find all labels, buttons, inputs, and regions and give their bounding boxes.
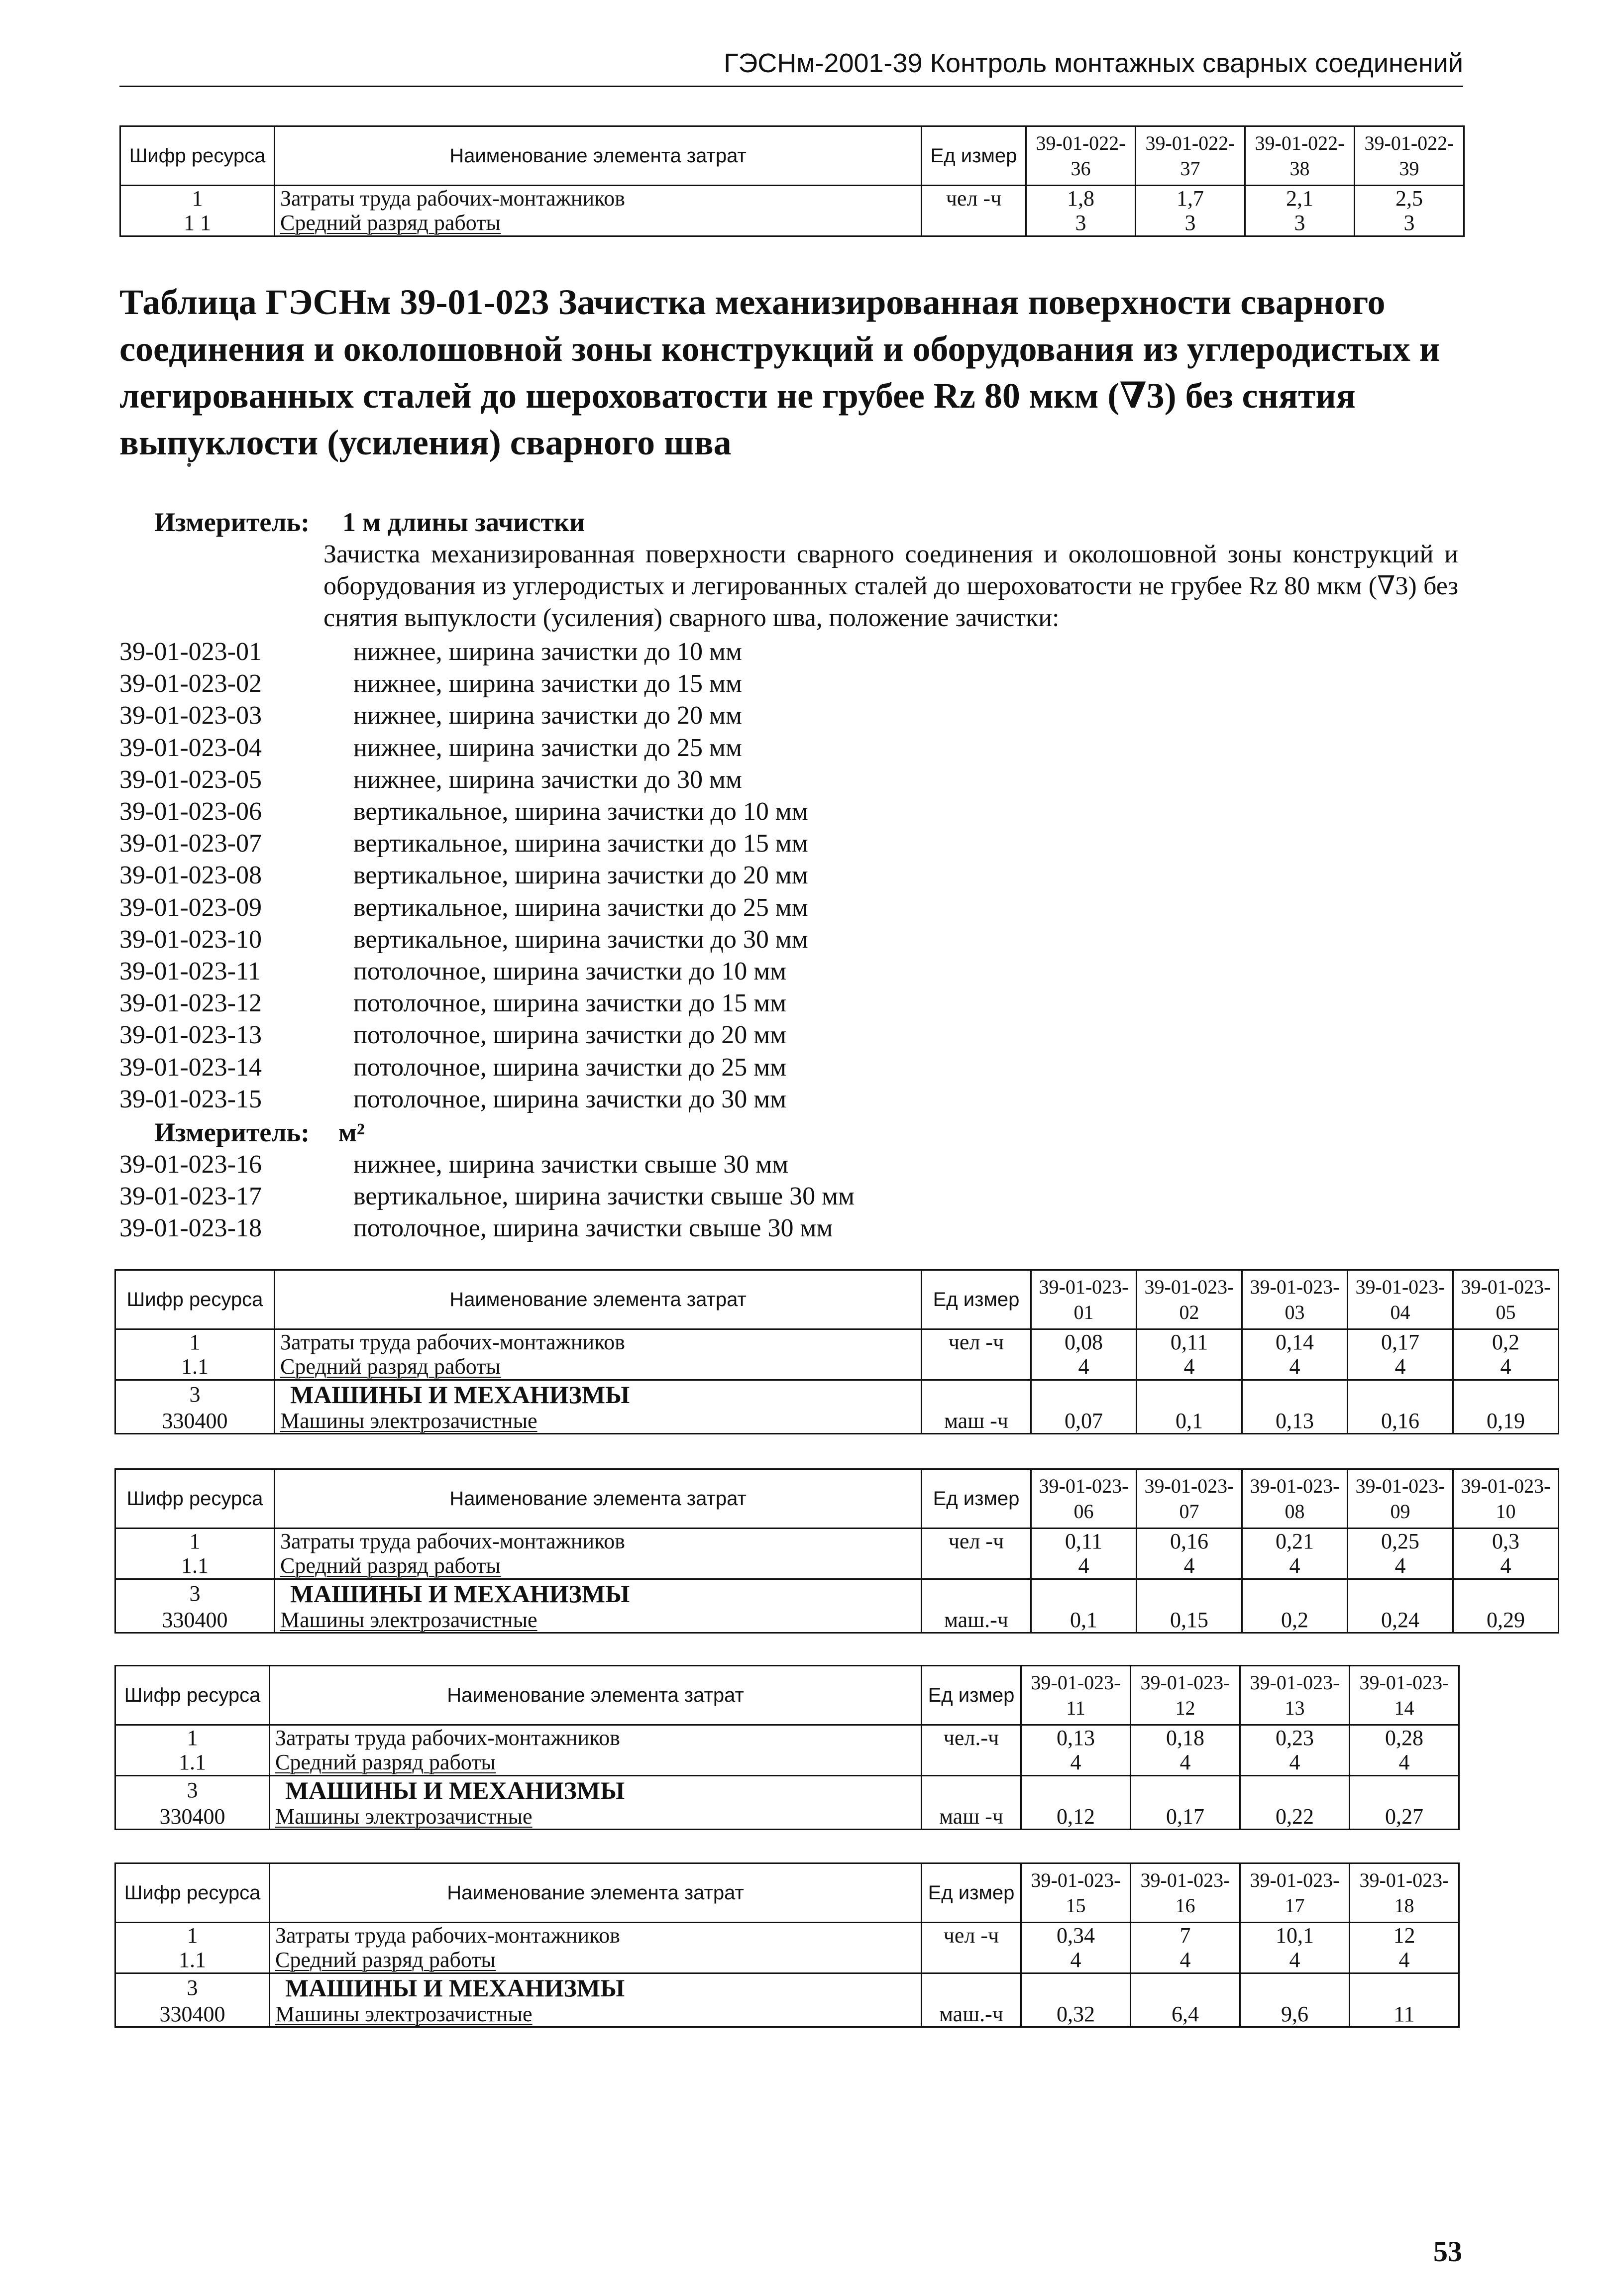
resource-unit xyxy=(922,1775,1021,1804)
col-header-name: Наименование элемента затрат xyxy=(275,1469,922,1529)
col-header-norm: 39-01-023-09 xyxy=(1348,1469,1453,1529)
norm-value: 0,34 xyxy=(1021,1923,1131,1948)
norm-value xyxy=(1021,1973,1131,2002)
norm-text: вертикальное, ширина зачистки до 25 мм xyxy=(353,893,808,922)
col-header-code: Шифр ресурса xyxy=(115,1863,270,1923)
resource-code: 1 xyxy=(120,186,275,211)
col-header-norm: 39-01-023-18 xyxy=(1350,1863,1459,1923)
resource-section-name: МАШИНЫ И МЕХАНИЗМЫ xyxy=(270,1973,922,2002)
norm-text: потолочное, ширина зачистки до 25 мм xyxy=(353,1053,787,1082)
resource-code: 1.1 xyxy=(115,1553,275,1579)
list-item xyxy=(119,1052,808,1084)
top-resource-table xyxy=(119,125,1465,237)
norm-value xyxy=(1031,1579,1137,1608)
norm-value: 4 xyxy=(1350,1750,1459,1775)
list-item xyxy=(119,892,808,924)
resource-unit: чел -ч xyxy=(922,1329,1031,1355)
norm-value: 0,23 xyxy=(1240,1725,1350,1750)
resource-name-text: Средний разряд работы xyxy=(280,1553,501,1578)
norm-text: потолочное, ширина зачистки до 30 мм xyxy=(353,1085,787,1113)
section-title-body: Зачистка механизированная поверхности сварного соединения и околошовной зоны конструкций и оборудования из углеродистых и легированных сталей до шероховатости не грубее Rz 80 мкм (∇3) без снятия выпуклости (усиления) сварного шва xyxy=(119,282,1440,462)
resource-unit xyxy=(922,1948,1021,1973)
resource-name-text: Машины электрозачистные xyxy=(280,1408,537,1433)
resource-unit: чел -ч xyxy=(922,1529,1031,1554)
norm-value: 0,29 xyxy=(1453,1608,1559,1633)
resource-name xyxy=(275,1608,922,1633)
resource-table xyxy=(114,1269,1559,1434)
norm-text: нижнее, ширина зачистки до 10 мм xyxy=(353,638,742,666)
norm-code: 39-01-023-08 xyxy=(119,861,262,890)
resource-code: 3 xyxy=(115,1579,275,1608)
norm-value xyxy=(1137,1579,1242,1608)
norm-value: 0,13 xyxy=(1242,1409,1348,1434)
norm-value: 0,24 xyxy=(1348,1608,1453,1633)
resource-unit: чел -ч xyxy=(922,1923,1021,1948)
resource-code: 3 xyxy=(115,1380,275,1409)
section-title-lead: Таблица ГЭСНм 39-01-023 xyxy=(119,282,549,322)
col-header-norm: 39-01-023-02 xyxy=(1137,1270,1242,1329)
resource-name: Затраты труда рабочих-монтажников xyxy=(275,186,922,211)
resource-name: Затраты труда рабочих-монтажников xyxy=(270,1725,922,1750)
col-header-norm: 39-01-023-12 xyxy=(1131,1666,1240,1725)
table-row xyxy=(115,1973,1459,2002)
table-header-row xyxy=(115,1666,1459,1725)
norm-value: 4 xyxy=(1453,1553,1559,1579)
col-header-name: Наименование элемента затрат xyxy=(270,1666,922,1725)
norm-code: 39-01-023-06 xyxy=(119,797,262,826)
norm-value xyxy=(1021,1775,1131,1804)
resource-name xyxy=(275,1354,922,1380)
norm-value: 11 xyxy=(1350,2002,1459,2027)
resource-section-name: МАШИНЫ И МЕХАНИЗМЫ xyxy=(275,1579,922,1608)
norm-code: 39-01-023-12 xyxy=(119,989,262,1018)
list-item xyxy=(119,636,808,668)
norm-text: нижнее, ширина зачистки до 25 мм xyxy=(353,733,742,762)
list-item xyxy=(119,956,808,987)
norm-value: 9,6 xyxy=(1240,2002,1350,2027)
scan-speck xyxy=(187,463,191,467)
norm-value: 4 xyxy=(1021,1948,1131,1973)
header-rule xyxy=(119,86,1463,87)
norm-value: 0,12 xyxy=(1021,1804,1131,1830)
table-header-row xyxy=(115,1270,1559,1329)
resource-name-text: Машины электрозачистные xyxy=(280,1607,537,1632)
table-row xyxy=(115,1608,1559,1633)
norm-value: 3 xyxy=(1026,211,1136,236)
norm-text: нижнее, ширина зачистки до 30 мм xyxy=(353,765,742,794)
norm-value: 0,08 xyxy=(1031,1329,1137,1355)
table-row xyxy=(115,1329,1559,1355)
norm-value xyxy=(1350,1775,1459,1804)
resource-unit: чел -ч xyxy=(922,186,1026,211)
norm-value: 4 xyxy=(1021,1750,1131,1775)
resource-name xyxy=(270,2002,922,2027)
norm-code: 39-01-023-14 xyxy=(119,1053,262,1082)
norm-value: 3 xyxy=(1136,211,1245,236)
col-header-norm: 39-01-023-10 xyxy=(1453,1469,1559,1529)
table-row xyxy=(115,1948,1459,1973)
measure-label: Измеритель: xyxy=(154,1117,310,1147)
norm-value: 4 xyxy=(1453,1354,1559,1380)
resource-section-name: МАШИНЫ И МЕХАНИЗМЫ xyxy=(270,1775,922,1804)
norm-value xyxy=(1240,1775,1350,1804)
norm-value: 4 xyxy=(1137,1354,1242,1380)
resource-unit: маш.-ч xyxy=(922,1608,1031,1633)
resource-code: 1 xyxy=(115,1923,270,1948)
col-header-code: Шифр ресурса xyxy=(120,126,275,186)
resource-unit: маш -ч xyxy=(922,1409,1031,1434)
col-header-norm: 39-01-023-01 xyxy=(1031,1270,1137,1329)
norm-value: 0,32 xyxy=(1021,2002,1131,2027)
list-item xyxy=(119,732,808,764)
norm-value: 0,27 xyxy=(1350,1804,1459,1830)
table-row xyxy=(115,1804,1459,1830)
list-item xyxy=(119,828,808,860)
resource-unit xyxy=(922,1579,1031,1608)
resource-code: 1.1 xyxy=(115,1948,270,1973)
resource-table xyxy=(114,1862,1460,2028)
list-item xyxy=(119,796,808,828)
resource-unit: маш.-ч xyxy=(922,2002,1021,2027)
table-row xyxy=(115,1750,1459,1775)
table-row xyxy=(115,2002,1459,2027)
col-header-code: Шифр ресурса xyxy=(115,1666,270,1725)
norm-text: нижнее, ширина зачистки до 20 мм xyxy=(353,701,742,730)
col-header-name: Наименование элемента затрат xyxy=(275,126,922,186)
norm-list xyxy=(119,636,808,1115)
norm-value: 4 xyxy=(1137,1553,1242,1579)
col-header-name: Наименование элемента затрат xyxy=(270,1863,922,1923)
resource-code: 1.1 xyxy=(115,1354,275,1380)
table-row xyxy=(115,1409,1559,1434)
resource-name xyxy=(275,1553,922,1579)
norm-code: 39-01-023-05 xyxy=(119,765,262,794)
resource-name-text: Средний разряд работы xyxy=(275,1948,496,1972)
norm-value xyxy=(1348,1380,1453,1409)
norm-text: потолочное, ширина зачистки свыше 30 мм xyxy=(353,1214,833,1243)
norm-text: вертикальное, ширина зачистки до 20 мм xyxy=(353,861,808,890)
list-item xyxy=(119,987,808,1019)
norm-value: 0,2 xyxy=(1242,1608,1348,1633)
norm-value xyxy=(1131,1775,1240,1804)
resource-name-text: Машины электрозачистные xyxy=(275,2001,533,2026)
col-header-norm: 39-01-023-08 xyxy=(1242,1469,1348,1529)
norm-value: 4 xyxy=(1350,1948,1459,1973)
norm-value: 0,11 xyxy=(1031,1529,1137,1554)
norm-value: 0,11 xyxy=(1137,1329,1242,1355)
norm-value: 4 xyxy=(1240,1948,1350,1973)
norm-text: вертикальное, ширина зачистки до 30 мм xyxy=(353,925,808,954)
norm-value: 10,1 xyxy=(1240,1923,1350,1948)
norm-value xyxy=(1242,1579,1348,1608)
section-description: Зачистка механизированная поверхности сварного соединения и околошовной зоны конструкций и оборудования из углеродистых и легированных сталей до шероховатости не грубее Rz 80 мкм (∇3) без снятия выпуклости (усиления) сварного шва, положение зачистки: xyxy=(323,540,1458,632)
table-row xyxy=(115,1380,1559,1409)
resource-name-text: Машины электрозачистные xyxy=(275,1804,533,1829)
list-item xyxy=(119,1084,808,1115)
list-item xyxy=(119,1181,855,1212)
col-header-norm: 39-01-022-38 xyxy=(1245,126,1355,186)
norm-value: 0,14 xyxy=(1242,1329,1348,1355)
resource-unit xyxy=(922,1750,1021,1775)
norm-code: 39-01-023-04 xyxy=(119,733,262,762)
norm-value xyxy=(1348,1579,1453,1608)
resource-name: Затраты труда рабочих-монтажников xyxy=(270,1923,922,1948)
norm-text: потолочное, ширина зачистки до 15 мм xyxy=(353,989,787,1018)
resource-name xyxy=(270,1804,922,1830)
norm-value: 0,21 xyxy=(1242,1529,1348,1554)
norm-text: потолочное, ширина зачистки до 20 мм xyxy=(353,1021,787,1050)
norm-value: 0,16 xyxy=(1348,1409,1453,1434)
norm-code: 39-01-023-07 xyxy=(119,829,262,858)
norm-value: 3 xyxy=(1355,211,1464,236)
col-header-name: Наименование элемента затрат xyxy=(275,1270,922,1329)
norm-code: 39-01-023-09 xyxy=(119,893,262,922)
resource-code: 1 1 xyxy=(120,211,275,236)
resource-name xyxy=(275,1409,922,1434)
list-item xyxy=(119,924,808,956)
resource-code: 1 xyxy=(115,1329,275,1355)
norm-code: 39-01-023-13 xyxy=(119,1021,262,1050)
norm-code: 39-01-023-17 xyxy=(119,1182,262,1211)
norm-value: 4 xyxy=(1242,1354,1348,1380)
norm-value: 0,25 xyxy=(1348,1529,1453,1554)
norm-list xyxy=(119,1149,855,1245)
norm-value: 0,1 xyxy=(1137,1409,1242,1434)
norm-value xyxy=(1350,1973,1459,2002)
resource-table xyxy=(114,1468,1559,1634)
col-header-norm: 39-01-022-37 xyxy=(1136,126,1245,186)
col-header-norm: 39-01-023-16 xyxy=(1131,1863,1240,1923)
norm-value: 4 xyxy=(1131,1948,1240,1973)
norm-value: 7 xyxy=(1131,1923,1240,1948)
norm-value: 0,15 xyxy=(1137,1608,1242,1633)
norm-value: 2,5 xyxy=(1355,186,1464,211)
norm-code: 39-01-023-18 xyxy=(119,1214,262,1243)
resource-name-text: Средний разряд работы xyxy=(275,1750,496,1775)
list-item xyxy=(119,1149,855,1181)
resource-code: 330400 xyxy=(115,1608,275,1633)
page-number: 53 xyxy=(1433,2235,1462,2268)
section-title xyxy=(119,279,1463,466)
norm-value: 0,19 xyxy=(1453,1409,1559,1434)
norm-value: 3 xyxy=(1245,211,1355,236)
norm-value: 4 xyxy=(1131,1750,1240,1775)
norm-text: вертикальное, ширина зачистки до 15 мм xyxy=(353,829,808,858)
resource-code: 3 xyxy=(115,1775,270,1804)
norm-value: 1,7 xyxy=(1136,186,1245,211)
col-header-norm: 39-01-023-06 xyxy=(1031,1469,1137,1529)
col-header-unit: Ед измер xyxy=(922,126,1026,186)
norm-value: 0,13 xyxy=(1021,1725,1131,1750)
table-row xyxy=(115,1354,1559,1380)
norm-value: 4 xyxy=(1348,1553,1453,1579)
norm-value: 4 xyxy=(1031,1354,1137,1380)
norm-text: потолочное, ширина зачистки до 10 мм xyxy=(353,957,787,986)
measure-value: м² xyxy=(338,1117,365,1147)
col-header-norm: 39-01-023-17 xyxy=(1240,1863,1350,1923)
norm-code: 39-01-023-11 xyxy=(119,957,261,986)
col-header-norm: 39-01-022-39 xyxy=(1355,126,1464,186)
col-header-norm: 39-01-023-13 xyxy=(1240,1666,1350,1725)
resource-unit xyxy=(922,1973,1021,2002)
norm-text: вертикальное, ширина зачистки свыше 30 мм xyxy=(353,1182,855,1211)
norm-value: 0,1 xyxy=(1031,1608,1137,1633)
resource-name: Затраты труда рабочих-монтажников xyxy=(275,1529,922,1554)
col-header-norm: 39-01-023-11 xyxy=(1021,1666,1131,1725)
list-item xyxy=(119,860,808,891)
norm-value: 6,4 xyxy=(1131,2002,1240,2027)
col-header-code: Шифр ресурса xyxy=(115,1469,275,1529)
norm-value xyxy=(1131,1973,1240,2002)
table-row xyxy=(115,1725,1459,1750)
table-row xyxy=(115,1775,1459,1804)
col-header-norm: 39-01-023-14 xyxy=(1350,1666,1459,1725)
list-item xyxy=(119,1019,808,1051)
resource-name xyxy=(275,211,922,236)
resource-name: Затраты труда рабочих-монтажников xyxy=(275,1329,922,1355)
resource-code: 330400 xyxy=(115,1804,270,1830)
list-item xyxy=(119,668,808,700)
table-row xyxy=(120,186,1464,211)
resource-unit xyxy=(922,1354,1031,1380)
norm-value xyxy=(1240,1973,1350,2002)
norm-value xyxy=(1242,1380,1348,1409)
table-row xyxy=(115,1923,1459,1948)
norm-text: нижнее, ширина зачистки свыше 30 мм xyxy=(353,1150,789,1179)
table-row xyxy=(115,1579,1559,1608)
norm-code: 39-01-023-10 xyxy=(119,925,262,954)
col-header-norm: 39-01-022-36 xyxy=(1026,126,1136,186)
norm-value xyxy=(1453,1380,1559,1409)
norm-value: 0,17 xyxy=(1348,1329,1453,1355)
resource-unit: маш -ч xyxy=(922,1804,1021,1830)
norm-value xyxy=(1453,1579,1559,1608)
norm-value: 0,16 xyxy=(1137,1529,1242,1554)
resource-section-name: МАШИНЫ И МЕХАНИЗМЫ xyxy=(275,1380,922,1409)
col-header-unit: Ед измер xyxy=(922,1863,1021,1923)
col-header-norm: 39-01-023-03 xyxy=(1242,1270,1348,1329)
list-item xyxy=(119,700,808,732)
resource-unit: чел.-ч xyxy=(922,1725,1021,1750)
resource-unit xyxy=(922,211,1026,236)
list-item xyxy=(119,764,808,796)
norm-code: 39-01-023-15 xyxy=(119,1085,262,1113)
norm-code: 39-01-023-02 xyxy=(119,669,262,698)
resource-code: 1.1 xyxy=(115,1750,270,1775)
measure-value: 1 м длины зачистки xyxy=(342,507,585,537)
col-header-norm: 39-01-023-15 xyxy=(1021,1863,1131,1923)
table-header-row xyxy=(115,1469,1559,1529)
col-header-unit: Ед измер xyxy=(922,1469,1031,1529)
table-header-row xyxy=(115,1863,1459,1923)
col-header-norm: 39-01-023-05 xyxy=(1453,1270,1559,1329)
norm-value: 0,22 xyxy=(1240,1804,1350,1830)
norm-value: 12 xyxy=(1350,1923,1459,1948)
norm-value: 0,2 xyxy=(1453,1329,1559,1355)
resource-unit xyxy=(922,1380,1031,1409)
norm-value: 4 xyxy=(1240,1750,1350,1775)
table-row xyxy=(115,1553,1559,1579)
norm-value xyxy=(1137,1380,1242,1409)
norm-value: 0,28 xyxy=(1350,1725,1459,1750)
col-header-code: Шифр ресурса xyxy=(115,1270,275,1329)
resource-code: 3 xyxy=(115,1973,270,2002)
norm-value: 4 xyxy=(1031,1553,1137,1579)
resource-code: 1 xyxy=(115,1725,270,1750)
col-header-unit: Ед измер xyxy=(922,1270,1031,1329)
resource-name-text: Средний разряд работы xyxy=(280,211,501,235)
table-row xyxy=(120,211,1464,236)
resource-name xyxy=(270,1750,922,1775)
col-header-norm: 39-01-023-07 xyxy=(1137,1469,1242,1529)
norm-value: 4 xyxy=(1242,1553,1348,1579)
list-item xyxy=(119,1212,855,1244)
resource-unit xyxy=(922,1553,1031,1579)
resource-table xyxy=(114,1665,1460,1830)
resource-code: 330400 xyxy=(115,1409,275,1434)
norm-value: 0,18 xyxy=(1131,1725,1240,1750)
norm-code: 39-01-023-01 xyxy=(119,638,262,666)
norm-value: 0,17 xyxy=(1131,1804,1240,1830)
norm-value: 1,8 xyxy=(1026,186,1136,211)
measure-label: Измеритель: xyxy=(154,507,310,537)
norm-text: нижнее, ширина зачистки до 15 мм xyxy=(353,669,742,698)
norm-value: 4 xyxy=(1348,1354,1453,1380)
norm-code: 39-01-023-16 xyxy=(119,1150,262,1179)
norm-code: 39-01-023-03 xyxy=(119,701,262,730)
col-header-unit: Ед измер xyxy=(922,1666,1021,1725)
resource-code: 330400 xyxy=(115,2002,270,2027)
norm-value xyxy=(1031,1380,1137,1409)
resource-name-text: Средний разряд работы xyxy=(280,1354,501,1379)
resource-code: 1 xyxy=(115,1529,275,1554)
resource-name xyxy=(270,1948,922,1973)
norm-text: вертикальное, ширина зачистки до 10 мм xyxy=(353,797,808,826)
running-header: ГЭСНм-2001-39 Контроль монтажных сварных соединений xyxy=(724,48,1463,78)
norm-value: 2,1 xyxy=(1245,186,1355,211)
norm-value: 0,07 xyxy=(1031,1409,1137,1434)
table-row xyxy=(115,1529,1559,1554)
col-header-norm: 39-01-023-04 xyxy=(1348,1270,1453,1329)
norm-value: 0,3 xyxy=(1453,1529,1559,1554)
